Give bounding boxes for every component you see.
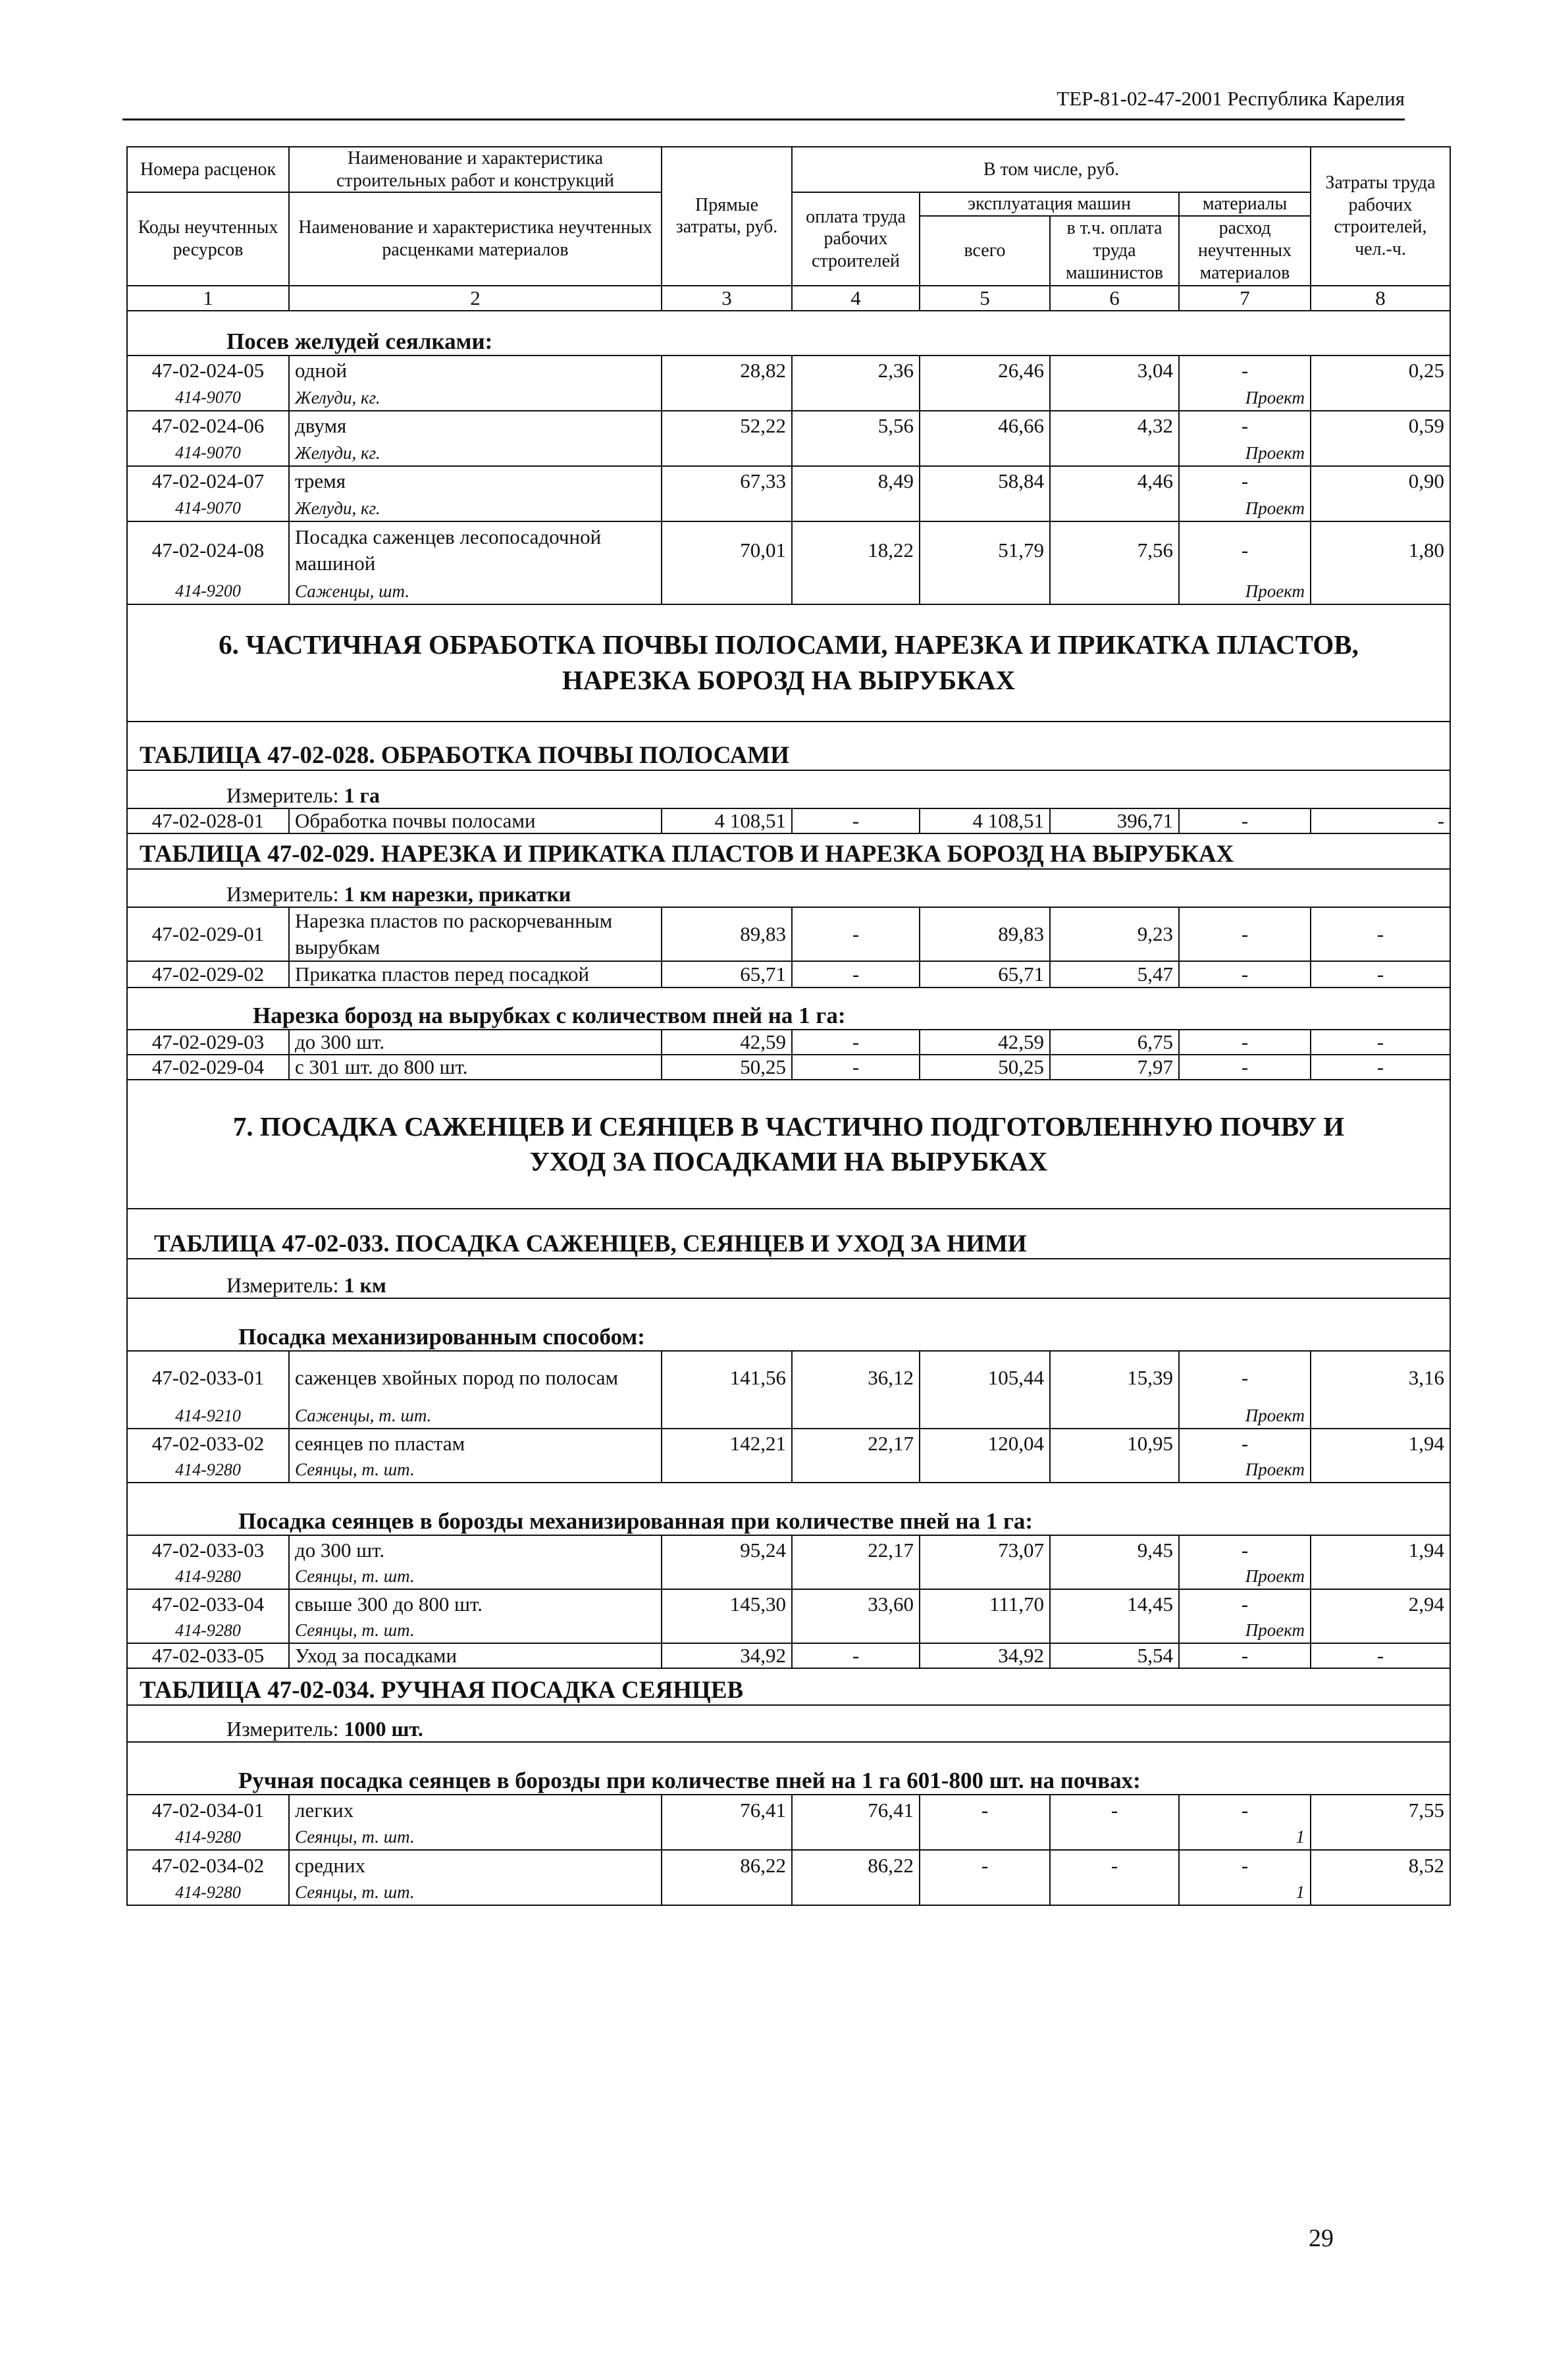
labor-value: - xyxy=(1311,907,1450,962)
section-heading-row xyxy=(127,1080,1450,1209)
direct-cost: 4 108,51 xyxy=(662,808,792,833)
rate-code: 47-02-029-02 xyxy=(127,961,289,988)
subsection-row xyxy=(127,311,1450,356)
labor-value: - xyxy=(1311,1030,1450,1055)
measure-label: Измеритель: xyxy=(226,783,339,807)
resource-material: Проект xyxy=(1179,1618,1311,1643)
measure-row xyxy=(127,869,1450,907)
material-value: - xyxy=(1179,521,1311,579)
subsection-row xyxy=(127,1298,1450,1351)
labor-value: 3,16 xyxy=(1311,1351,1450,1404)
table-row xyxy=(127,1351,1450,1404)
table-title-row xyxy=(127,722,1450,770)
labor-value: 0,59 xyxy=(1311,411,1450,441)
material-value: - xyxy=(1179,1055,1311,1080)
column-number: 4 xyxy=(792,286,920,311)
direct-cost: 141,56 xyxy=(662,1351,792,1404)
direct-cost: 142,21 xyxy=(662,1429,792,1458)
worker-pay: - xyxy=(792,907,920,962)
table-title: ТАБЛИЦА 47-02-029. НАРЕЗКА И ПРИКАТКА ПЛАСТОВ И НАРЕЗКА БОРОЗД НА ВЫРУБКАХ xyxy=(140,840,1234,868)
resource-row xyxy=(127,1564,1450,1589)
material-value: - xyxy=(1179,1030,1311,1055)
subsection-row xyxy=(127,1483,1450,1535)
worker-pay: 2,36 xyxy=(792,356,920,386)
resource-row xyxy=(127,1458,1450,1483)
resource-row xyxy=(127,496,1450,521)
table-row xyxy=(127,1850,1450,1880)
measure-value: 1 км xyxy=(344,1273,386,1298)
resource-row xyxy=(127,441,1450,466)
table-title: ТАБЛИЦА 47-02-034. РУЧНАЯ ПОСАДКА СЕЯНЦЕВ xyxy=(140,1677,744,1704)
table-row xyxy=(127,356,1450,386)
direct-cost: 42,59 xyxy=(662,1030,792,1055)
worker-pay: 33,60 xyxy=(792,1589,920,1618)
subsection-title: Нарезка борозд на вырубках с количеством пней на 1 га: xyxy=(253,1003,846,1029)
work-name: сеянцев по пластам xyxy=(289,1429,662,1458)
machinist-pay: 6,75 xyxy=(1050,1030,1179,1055)
resource-code: 414-9280 xyxy=(127,1458,289,1483)
machines-total: 105,44 xyxy=(920,1351,1050,1404)
header-rate-numbers: Номера расценок xyxy=(127,147,289,192)
table-row xyxy=(127,1643,1450,1668)
resource-row xyxy=(127,1825,1450,1850)
labor-value: 2,94 xyxy=(1311,1589,1450,1618)
material-value: - xyxy=(1179,1643,1311,1668)
direct-cost: 65,71 xyxy=(662,961,792,988)
table-row xyxy=(127,1030,1450,1055)
measure-value: 1 га xyxy=(344,783,380,807)
header-divider xyxy=(122,118,1405,120)
subsection-title: Ручная посадка сеянцев в борозды при количестве пней на 1 га 601-800 шт. на почвах: xyxy=(238,1768,1141,1794)
material-value: - xyxy=(1179,466,1311,496)
rate-code: 47-02-033-02 xyxy=(127,1429,289,1458)
machinist-pay: 15,39 xyxy=(1050,1351,1179,1404)
worker-pay: 8,49 xyxy=(792,466,920,496)
resource-name: Саженцы, шт. xyxy=(289,579,662,604)
measure-label: Измеритель: xyxy=(226,1717,339,1741)
resource-name: Желуди, кг. xyxy=(289,386,662,411)
direct-cost: 145,30 xyxy=(662,1589,792,1618)
material-value: - xyxy=(1179,961,1311,988)
labor-value: 8,52 xyxy=(1311,1850,1450,1880)
header-material-use: расход неучтенных материалов xyxy=(1179,216,1311,286)
resource-code: 414-9200 xyxy=(127,579,289,604)
header-resource-codes: Коды неучтенных ресурсов xyxy=(127,192,289,286)
direct-cost: 67,33 xyxy=(662,466,792,496)
machines-total: 26,46 xyxy=(920,356,1050,386)
measure-row xyxy=(127,770,1450,808)
table-header-row xyxy=(127,147,1450,192)
subsection-title: Посадка сеянцев в борозды механизированная при количестве пней на 1 га: xyxy=(238,1508,1033,1535)
rate-code: 47-02-033-03 xyxy=(127,1535,289,1564)
header-material-name: Наименование и характеристика неучтенных расценками материалов xyxy=(289,192,662,286)
work-name: легких xyxy=(289,1795,662,1825)
labor-value: 7,55 xyxy=(1311,1795,1450,1825)
section-heading-row xyxy=(127,604,1450,722)
labor-value: 1,94 xyxy=(1311,1429,1450,1458)
subsection-row xyxy=(127,1742,1450,1795)
machinist-pay: 5,54 xyxy=(1050,1643,1179,1668)
worker-pay: - xyxy=(792,1055,920,1080)
machines-total: 73,07 xyxy=(920,1535,1050,1564)
resource-name: Желуди, кг. xyxy=(289,441,662,466)
direct-cost: 34,92 xyxy=(662,1643,792,1668)
work-name: Нарезка пластов по раскорчеванным вырубкам xyxy=(289,907,662,962)
rate-code: 47-02-034-01 xyxy=(127,1795,289,1825)
machinist-pay: 7,56 xyxy=(1050,521,1179,579)
direct-cost: 95,24 xyxy=(662,1535,792,1564)
work-name: до 300 шт. xyxy=(289,1535,662,1564)
rates-table xyxy=(126,146,1451,1906)
rate-code: 47-02-024-06 xyxy=(127,411,289,441)
work-name: Прикатка пластов перед посадкой xyxy=(289,961,662,988)
table-row xyxy=(127,961,1450,988)
work-name: свыше 300 до 800 шт. xyxy=(289,1589,662,1618)
column-number: 1 xyxy=(127,286,289,311)
column-number: 5 xyxy=(920,286,1050,311)
worker-pay: - xyxy=(792,808,920,833)
rate-code: 47-02-033-04 xyxy=(127,1589,289,1618)
resource-name: Желуди, кг. xyxy=(289,496,662,521)
machines-total: 34,92 xyxy=(920,1643,1050,1668)
work-name: Уход за посадками xyxy=(289,1643,662,1668)
direct-cost: 76,41 xyxy=(662,1795,792,1825)
header-work-name: Наименование и характеристика строительных работ и конструкций xyxy=(289,147,662,192)
direct-cost: 52,22 xyxy=(662,411,792,441)
table-title-row xyxy=(127,1668,1450,1705)
resource-row xyxy=(127,1618,1450,1643)
measure-value: 1 км нарезки, прикатки xyxy=(344,882,571,906)
resource-material: 1 xyxy=(1179,1825,1311,1850)
header-labor: Затраты труда рабочих строителей, чел.-ч. xyxy=(1311,147,1450,286)
labor-value: 0,25 xyxy=(1311,356,1450,386)
machines-total: 51,79 xyxy=(920,521,1050,579)
material-value: - xyxy=(1179,1535,1311,1564)
section-title: 7. ПОСАДКА САЖЕНЦЕВ И СЕЯНЦЕВ В ЧАСТИЧНО ПОДГОТОВЛЕННУЮ ПОЧВУ И xyxy=(232,1111,1345,1142)
column-number: 6 xyxy=(1050,286,1179,311)
table-row xyxy=(127,466,1450,496)
header-machines: эксплуатация машин xyxy=(920,192,1179,216)
resource-material: Проект xyxy=(1179,386,1311,411)
rate-code: 47-02-024-05 xyxy=(127,356,289,386)
labor-value: 0,90 xyxy=(1311,466,1450,496)
worker-pay: 76,41 xyxy=(792,1795,920,1825)
page-number: 29 xyxy=(1309,2225,1334,2252)
machinist-pay: 3,04 xyxy=(1050,356,1179,386)
table-title-row xyxy=(127,1209,1450,1259)
worker-pay: - xyxy=(792,961,920,988)
machines-total: 89,83 xyxy=(920,907,1050,962)
material-value: - xyxy=(1179,356,1311,386)
resource-row xyxy=(127,386,1450,411)
resource-code: 414-9210 xyxy=(127,1404,289,1429)
worker-pay: - xyxy=(792,1643,920,1668)
measure-row xyxy=(127,1259,1450,1298)
subsection-title: Посадка механизированным способом: xyxy=(238,1324,645,1350)
machinist-pay: 10,95 xyxy=(1050,1429,1179,1458)
table-row xyxy=(127,411,1450,441)
work-name: тремя xyxy=(289,466,662,496)
column-number: 8 xyxy=(1311,286,1450,311)
document-header: ТЕР-81-02-47-2001 Республика Карелия xyxy=(1057,87,1405,110)
machines-total: 58,84 xyxy=(920,466,1050,496)
worker-pay: 36,12 xyxy=(792,1351,920,1404)
rate-code: 47-02-024-08 xyxy=(127,521,289,579)
table-row xyxy=(127,907,1450,962)
column-numbers-row xyxy=(127,286,1450,311)
measure-row xyxy=(127,1705,1450,1742)
resource-code: 414-9280 xyxy=(127,1825,289,1850)
resource-name: Сеянцы, т. шт. xyxy=(289,1618,662,1643)
resource-code: 414-9280 xyxy=(127,1618,289,1643)
material-value: - xyxy=(1179,1351,1311,1404)
work-name: до 300 шт. xyxy=(289,1030,662,1055)
rate-code: 47-02-029-03 xyxy=(127,1030,289,1055)
table-title-row xyxy=(127,833,1450,869)
machines-total: - xyxy=(920,1850,1050,1880)
resource-row xyxy=(127,1880,1450,1905)
table-row xyxy=(127,1589,1450,1618)
direct-cost: 86,22 xyxy=(662,1850,792,1880)
work-name: одной xyxy=(289,356,662,386)
resource-code: 414-9280 xyxy=(127,1564,289,1589)
machines-total: 46,66 xyxy=(920,411,1050,441)
material-value: - xyxy=(1179,907,1311,962)
worker-pay: - xyxy=(792,1030,920,1055)
direct-cost: 70,01 xyxy=(662,521,792,579)
column-number: 3 xyxy=(662,286,792,311)
resource-code: 414-9280 xyxy=(127,1880,289,1905)
header-machinist-pay: в т.ч. оплата труда машинистов xyxy=(1050,216,1179,286)
worker-pay: 22,17 xyxy=(792,1429,920,1458)
resource-material: 1 xyxy=(1179,1880,1311,1905)
table-row xyxy=(127,1535,1450,1564)
work-name: Обработка почвы полосами xyxy=(289,808,662,833)
worker-pay: 18,22 xyxy=(792,521,920,579)
direct-cost: 89,83 xyxy=(662,907,792,962)
resource-name: Сеянцы, т. шт. xyxy=(289,1825,662,1850)
material-value: - xyxy=(1179,1589,1311,1618)
work-name: саженцев хвойных пород по полосам xyxy=(289,1351,662,1404)
material-value: - xyxy=(1179,1795,1311,1825)
machines-total: 42,59 xyxy=(920,1030,1050,1055)
machines-total: 111,70 xyxy=(920,1589,1050,1618)
section-title: УХОД ЗА ПОСАДКАМИ НА ВЫРУБКАХ xyxy=(529,1146,1048,1177)
section-title: НАРЕЗКА БОРОЗД НА ВЫРУБКАХ xyxy=(562,664,1016,695)
machinist-pay: - xyxy=(1050,1795,1179,1825)
subsection-title: Посев желудей сеялками: xyxy=(226,328,493,354)
labor-value: 1,80 xyxy=(1311,521,1450,579)
rate-code: 47-02-029-04 xyxy=(127,1055,289,1080)
subsection-row xyxy=(127,988,1450,1030)
header-worker-pay: оплата труда рабочих строителей xyxy=(792,192,920,286)
resource-material: Проект xyxy=(1179,1458,1311,1483)
worker-pay: 86,22 xyxy=(792,1850,920,1880)
machinist-pay: 4,32 xyxy=(1050,411,1179,441)
resource-material: Проект xyxy=(1179,441,1311,466)
header-including: В том числе, руб. xyxy=(792,147,1311,192)
measure-value: 1000 шт. xyxy=(344,1717,423,1741)
direct-cost: 50,25 xyxy=(662,1055,792,1080)
machinist-pay: 4,46 xyxy=(1050,466,1179,496)
table-title: ТАБЛИЦА 47-02-033. ПОСАДКА САЖЕНЦЕВ, СЕЯНЦЕВ И УХОД ЗА НИМИ xyxy=(154,1230,1027,1258)
machines-total: 50,25 xyxy=(920,1055,1050,1080)
material-value: - xyxy=(1179,808,1311,833)
resource-row xyxy=(127,1404,1450,1429)
section-title: 6. ЧАСТИЧНАЯ ОБРАБОТКА ПОЧВЫ ПОЛОСАМИ, НАРЕЗКА И ПРИКАТКА ПЛАСТОВ, xyxy=(219,629,1359,660)
table-row xyxy=(127,1795,1450,1825)
measure-label: Измеритель: xyxy=(226,882,339,906)
rate-code: 47-02-034-02 xyxy=(127,1850,289,1880)
work-name: с 301 шт. до 800 шт. xyxy=(289,1055,662,1080)
machinist-pay: 5,47 xyxy=(1050,961,1179,988)
column-number: 2 xyxy=(289,286,662,311)
resource-name: Сеянцы, т. шт. xyxy=(289,1564,662,1589)
table-row xyxy=(127,808,1450,833)
header-direct-costs: Прямые затраты, руб. xyxy=(662,147,792,286)
table-row xyxy=(127,521,1450,579)
table-row xyxy=(127,1055,1450,1080)
work-name: средних xyxy=(289,1850,662,1880)
labor-value: 1,94 xyxy=(1311,1535,1450,1564)
machinist-pay: 9,23 xyxy=(1050,907,1179,962)
machinist-pay: - xyxy=(1050,1850,1179,1880)
machinist-pay: 9,45 xyxy=(1050,1535,1179,1564)
machines-total: - xyxy=(920,1795,1050,1825)
machinist-pay: 7,97 xyxy=(1050,1055,1179,1080)
measure-label: Измеритель: xyxy=(226,1273,339,1298)
header-machines-total: всего xyxy=(920,216,1050,286)
worker-pay: 22,17 xyxy=(792,1535,920,1564)
labor-value: - xyxy=(1311,808,1450,833)
rate-code: 47-02-024-07 xyxy=(127,466,289,496)
resource-name: Сеянцы, т. шт. xyxy=(289,1458,662,1483)
resource-material: Проект xyxy=(1179,579,1311,604)
material-value: - xyxy=(1179,1429,1311,1458)
material-value: - xyxy=(1179,1850,1311,1880)
table-title: ТАБЛИЦА 47-02-028. ОБРАБОТКА ПОЧВЫ ПОЛОСАМИ xyxy=(140,741,790,769)
table-row xyxy=(127,1429,1450,1458)
machines-total: 4 108,51 xyxy=(920,808,1050,833)
machines-total: 120,04 xyxy=(920,1429,1050,1458)
rate-code: 47-02-028-01 xyxy=(127,808,289,833)
machinist-pay: 396,71 xyxy=(1050,808,1179,833)
labor-value: - xyxy=(1311,1643,1450,1668)
rate-code: 47-02-029-01 xyxy=(127,907,289,962)
column-number: 7 xyxy=(1179,286,1311,311)
resource-material: Проект xyxy=(1179,1404,1311,1429)
machines-total: 65,71 xyxy=(920,961,1050,988)
machinist-pay: 14,45 xyxy=(1050,1589,1179,1618)
resource-code: 414-9070 xyxy=(127,441,289,466)
resource-material: Проект xyxy=(1179,1564,1311,1589)
header-materials: материалы xyxy=(1179,192,1311,216)
rate-code: 47-02-033-01 xyxy=(127,1351,289,1404)
resource-name: Сеянцы, т. шт. xyxy=(289,1880,662,1905)
labor-value: - xyxy=(1311,961,1450,988)
worker-pay: 5,56 xyxy=(792,411,920,441)
resource-code: 414-9070 xyxy=(127,496,289,521)
work-name: Посадка саженцев лесопосадочной машиной xyxy=(289,521,662,579)
resource-material: Проект xyxy=(1179,496,1311,521)
direct-cost: 28,82 xyxy=(662,356,792,386)
resource-row xyxy=(127,579,1450,604)
work-name: двумя xyxy=(289,411,662,441)
labor-value: - xyxy=(1311,1055,1450,1080)
resource-code: 414-9070 xyxy=(127,386,289,411)
material-value: - xyxy=(1179,411,1311,441)
resource-name: Саженцы, т. шт. xyxy=(289,1404,662,1429)
rate-code: 47-02-033-05 xyxy=(127,1643,289,1668)
